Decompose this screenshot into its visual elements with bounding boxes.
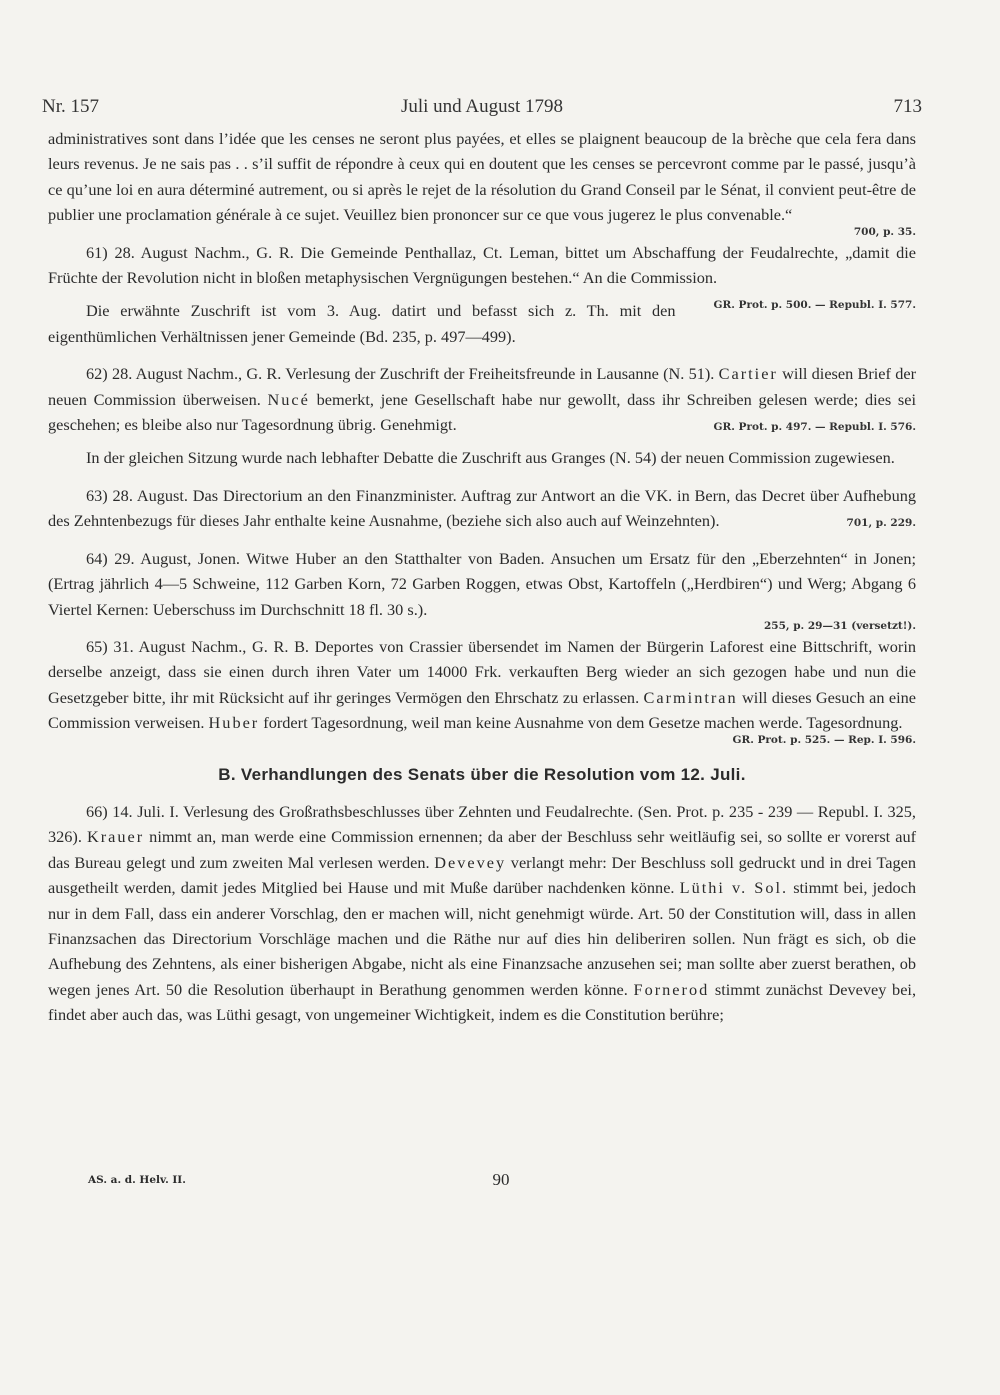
speaker-name: Huber — [208, 713, 260, 733]
page-footer — [88, 1170, 914, 1194]
entry-61-reference: GR. Prot. p. 500. — Republ. I. 577. — [713, 299, 916, 312]
entry-66-text-e: stimmt zunächst Devevey bei, findet aber auch das, was Lüthi gesagt, von ungemeiner Wichtigkeit, indem es die Constitution berühre; — [48, 979, 917, 1025]
entry-65 — [48, 634, 916, 736]
entry-62 — [48, 361, 916, 437]
reference-intro: 700, p. 35. — [853, 225, 916, 238]
entry-62-text-b: will diesen Brief der neuen Commission überweisen. — [48, 364, 916, 409]
page — [42, 96, 922, 1028]
entry-65-text-a: 65) 31. August Nachm., G. R. B. Deportes von Crassier übersendet im Namen der Bürgerin Laforest eine Bittschrift, worin derselbe anzeigt, dass sie einen durch ihren Vater um 14000 Frk. verkauften Berg wieder an sich gezogen habe und nun die Gesetzgeber bitte, ihr mit Rücksicht auf ihr geringes Vermögen den Ehrschatz zu erlassen. — [48, 636, 916, 707]
entry-66-text-d: stimmt bei, jedoch nur in dem Fall, dass ein anderer Vorschlag, den er machen will, nicht genehmigt würde. Art. 50 der Constitution will, dass in allen Finanzsachen das Directorium Vorschläge machen und die Räthe nur auf dies hin deliberiren sollen. Nun frägt es sich, ob die Aufhebung des Zehntens, als einer bisherigen Abgabe, nicht als eine Finanzsache anzusehen sei; man sollte aber zuerst berathen, ob wegen jenes Art. 50 die Resolution überhaupt in Berathung genommen werden könne. — [48, 878, 917, 999]
entry-62-text-a: 62) 28. August Nachm., G. R. Verlesung der Zuschrift der Freiheitsfreunde in Lausanne (N. 51). — [86, 364, 715, 384]
entry-66-text-c: verlangt mehr: Der Beschluss soll gedruckt und in drei Tagen ausgetheilt werden, damit jedes Mitglied bei Hause und mit Muße darüber nachdenken könne. — [48, 852, 916, 898]
entry-61-note: Die erwähnte Zuschrift ist vom 3. Aug. datirt und befasst sich z. Th. mit den eigenthümlichen Verhältnissen jener Gemeinde (Bd. 235, p. 497—499). — [48, 301, 676, 346]
entry-66 — [48, 799, 916, 1028]
entry-62-reference: GR. Prot. p. 497. — Republ. I. 576. — [713, 421, 916, 434]
body-text — [48, 126, 916, 1028]
speaker-name: Carmintran — [643, 687, 738, 707]
speaker-name: Nucé — [267, 389, 310, 409]
speaker-name: Fornerod — [633, 979, 710, 999]
entry-63-text: 63) 28. August. Das Directorium an den Finanzminister. Auftrag zur Antwort an die VK. in Bern, das Decret über Aufhebung des Zehntenbezugs für dieses Jahr enthalte keine Ausnahme, (beziehe sich also auch auf Weinzehnten). — [48, 485, 916, 531]
entry-63 — [48, 483, 916, 534]
entry-63-reference: 701, p. 229. — [846, 517, 916, 530]
sheet-number: 90 — [492, 1170, 510, 1189]
entry-65-text-b: will dieses Gesuch an eine Commission verweisen. — [48, 687, 916, 733]
entry-65-text-c: fordert Tagesordnung, weil man keine Ausnahme von dem Gesetze machen werde. Tagesordnung. — [259, 713, 903, 733]
intro-paragraph: administratives sont dans l’idée que les censes ne seront plus payées, et elles se plaignent beaucoup de la brèche que cela fera dans leurs revenus. Je ne sais pas . . s’il suffit de répondre à ceux qui en doutent que les censes se percevront comme par le passé, jusqu’à ce qu’une loi en aura déterminé autrement, ou si après le rejet de la résolution du Grand Conseil par le Sénat, il convient peut-être de publier une proclamation générale à ce sujet. Veuillez bien prononcer sur ce que vous jugerez le plus convenable.“ — [48, 129, 916, 225]
speaker-name: Krauer — [86, 827, 145, 847]
speaker-name: Lüthi v. Sol. — [679, 878, 789, 898]
entry-62-text-c: bemerkt, jene Gesellschaft habe nur gewollt, dass ihr Schreiben gelesen werde; dies sei geschehen; es bleibe also nur Tagesordnung übrig. Genehmigt. — [48, 389, 917, 435]
entry-61-text: 61) 28. August Nachm., G. R. Die Gemeinde Penthallaz, Ct. Leman, bittet um Abschaffung der Feudalrechte, „damit die Früchte der Revolution nicht in bloßen metaphysischen Vergnügungen bestehen.“ An die Commission. — [48, 242, 916, 288]
entry-64-reference: 255, p. 29—31 (versetzt!). — [763, 619, 916, 632]
document-number: Nr. 157 — [42, 96, 99, 117]
speaker-name: Devevey — [434, 852, 507, 872]
page-header — [42, 96, 922, 126]
page-number: 713 — [893, 96, 922, 117]
signature-mark: AS. a. d. Helv. II. — [88, 1174, 186, 1186]
entry-61 — [48, 240, 916, 312]
entry-62-note: In der gleichen Sitzung wurde nach lebhafter Debatte die Zuschrift aus Granges (N. 54) der neuen Commission zugewiesen. — [86, 448, 895, 468]
speaker-name: Cartier — [718, 364, 778, 384]
section-heading: B. Verhandlungen des Senats über die Resolution vom 12. Juli. — [218, 764, 746, 784]
entry-66-text-a: 66) 14. Juli. I. Verlesung des Großrathsbeschlusses über Zehnten und Feudalrechte. (Sen. Prot. p. 235 - 239 — Republ. I. 325, 326). — [48, 801, 916, 847]
running-title: Juli und August 1798 — [400, 96, 564, 117]
entry-64: 64) 29. August, Jonen. Witwe Huber an den Statthalter von Baden. Ansuchen um Ersatz für den „Eberzehnten“ in Jonen; (Ertrag jährlich 4—5 Schweine, 112 Garben Korn, 72 Garben Roggen, etwas Obst, Kartoffeln („Herdbiren“) und Werg; Abgang 6 Viertel Kernen: Ueberschuss im Durchschnitt 18 fl. 30 s.). — [48, 548, 916, 619]
entry-66-text-b: nimmt an, man werde eine Commission ernennen; da aber der Beschluss sehr weitläufig sei, so sollte er vorerst auf das Bureau gelegt und zum zweiten Mal verlesen werden. — [48, 827, 917, 872]
entry-65-reference: GR. Prot. p. 525. — Rep. I. 596. — [732, 733, 916, 746]
